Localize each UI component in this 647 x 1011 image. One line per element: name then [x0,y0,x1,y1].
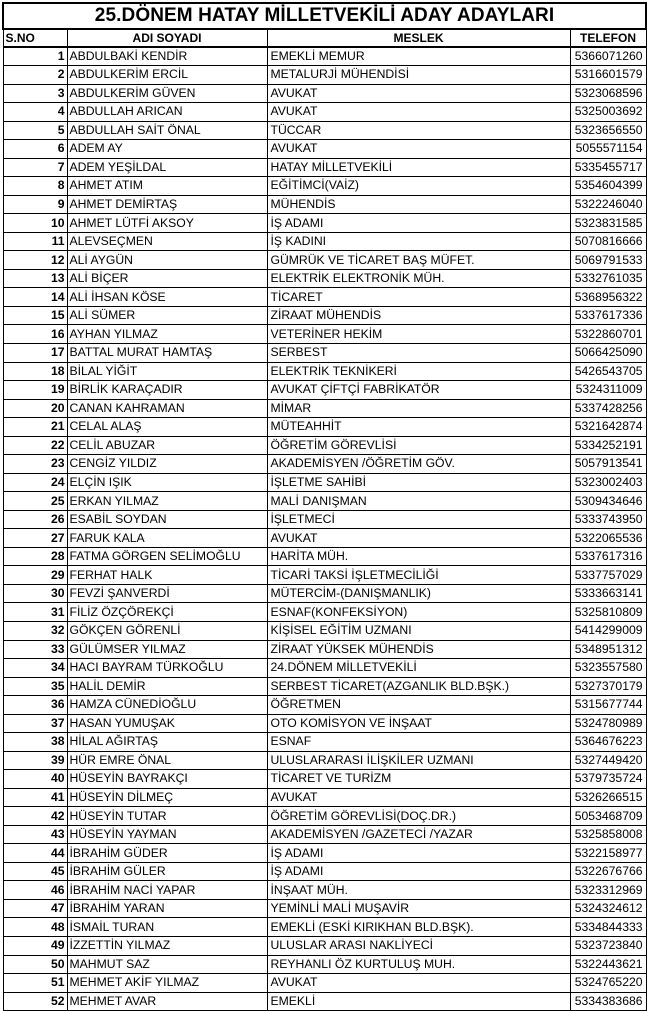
candidate-occupation: ELEKTRİK TEKNİKERİ [267,362,570,381]
row-number: 31 [3,603,67,622]
table-row [3,121,646,140]
candidate-phone: 5354604399 [570,177,646,196]
candidate-occupation: SERBEST TİCARET(AZGANLIK BLD.BŞK.) [267,677,570,696]
candidate-occupation: ULUSLARARASI İLİŞKİLER UZMANI [267,751,570,770]
candidate-phone: 5337428256 [570,399,646,418]
table-row [3,603,646,622]
table-row [3,640,646,659]
candidate-occupation: İŞLETMECİ [267,510,570,529]
candidate-name: AHMET DEMİRTAŞ [67,195,267,214]
candidate-phone: 5055571154 [570,140,646,159]
row-number: 16 [3,325,67,344]
candidate-phone: 5334383686 [570,992,646,1011]
table-row [3,140,646,159]
candidate-phone: 5325858008 [570,825,646,844]
candidate-name: HÜSEYİN DİLMEÇ [67,788,267,807]
table-row [3,214,646,233]
candidate-occupation: AKADEMİSYEN /GAZETECİ /YAZAR [267,825,570,844]
candidate-name: BİRLİK KARAÇADIR [67,381,267,400]
candidate-name: MAHMUT SAZ [67,955,267,974]
candidate-phone: 5337757029 [570,566,646,585]
candidate-phone: 5323656550 [570,121,646,140]
candidate-phone: 5366071260 [570,47,646,66]
table-row [3,344,646,363]
table-row [3,381,646,400]
table-row [3,158,646,177]
candidate-phone: 5332761035 [570,269,646,288]
row-number: 12 [3,251,67,270]
candidate-phone: 5325003692 [570,103,646,122]
table-row [3,807,646,826]
candidate-phone: 5309434646 [570,492,646,511]
table-row [3,473,646,492]
candidate-name: ABDULBAKİ KENDİR [67,47,267,66]
row-number: 19 [3,381,67,400]
candidate-occupation: İŞ ADAMI [267,844,570,863]
candidate-name: BİLAL YİĞİT [67,362,267,381]
candidate-phone: 5322065536 [570,529,646,548]
row-number: 39 [3,751,67,770]
candidate-occupation: GÜMRÜK VE TİCARET BAŞ MÜFET. [267,251,570,270]
row-number: 34 [3,659,67,678]
table-row [3,232,646,251]
candidate-name: GÖKÇEN GÖRENLİ [67,621,267,640]
row-number: 40 [3,770,67,789]
candidate-phone: 5334252191 [570,436,646,455]
candidate-phone: 5326266515 [570,788,646,807]
row-number: 8 [3,177,67,196]
candidate-occupation: MÜTERCİM-(DANIŞMANLIK) [267,584,570,603]
candidate-phone: 5337617336 [570,306,646,325]
row-number: 33 [3,640,67,659]
candidate-phone: 5323068596 [570,84,646,103]
candidate-name: ELÇİN IŞIK [67,473,267,492]
row-number: 4 [3,103,67,122]
row-number: 25 [3,492,67,511]
candidate-name: CANAN KAHRAMAN [67,399,267,418]
row-number: 51 [3,974,67,993]
candidate-name: ABDULLAH ARICAN [67,103,267,122]
row-number: 37 [3,714,67,733]
candidate-phone: 5426543705 [570,362,646,381]
table-row [3,862,646,881]
candidate-phone: 5337617316 [570,547,646,566]
table-row [3,418,646,437]
table-row [3,918,646,937]
candidate-name: İBRAHİM GÜLER [67,862,267,881]
row-number: 28 [3,547,67,566]
candidate-occupation: AVUKAT [267,84,570,103]
candidate-phone: 5323723840 [570,937,646,956]
candidate-phone: 5368956322 [570,288,646,307]
row-number: 26 [3,510,67,529]
row-number: 44 [3,844,67,863]
candidate-phone: 5322158977 [570,844,646,863]
table-row [3,825,646,844]
candidate-occupation: HATAY MİLLETVEKİLİ [267,158,570,177]
candidate-phone: 5327370179 [570,677,646,696]
column-header-name: ADI SOYADI [67,29,267,47]
row-number: 42 [3,807,67,826]
candidate-occupation: HARİTA MÜH. [267,547,570,566]
page-title: 25.DÖNEM HATAY MİLLETVEKİLİ ADAY ADAYLARI [3,3,646,29]
table-row [3,103,646,122]
candidate-occupation: MÜTEAHHİT [267,418,570,437]
candidate-name: ALİ AYGÜN [67,251,267,270]
row-number: 41 [3,788,67,807]
table-row [3,492,646,511]
candidate-phone: 5333663141 [570,584,646,603]
table-row [3,251,646,270]
candidate-name: ESABİL SOYDAN [67,510,267,529]
candidate-phone: 5322443621 [570,955,646,974]
row-number: 52 [3,992,67,1011]
candidate-table [2,2,647,1011]
table-body [3,47,646,1011]
row-number: 24 [3,473,67,492]
candidate-occupation: AKADEMİSYEN /ÖĞRETİM GÖV. [267,455,570,474]
row-number: 29 [3,566,67,585]
candidate-name: HASAN YUMUŞAK [67,714,267,733]
table-row [3,566,646,585]
table-row [3,455,646,474]
candidate-occupation: İŞ ADAMI [267,862,570,881]
candidate-occupation: AVUKAT [267,103,570,122]
candidate-occupation: TİCARET [267,288,570,307]
candidate-phone: 5324324612 [570,899,646,918]
candidate-name: CELİL ABUZAR [67,436,267,455]
candidate-name: HALİL DEMİR [67,677,267,696]
candidate-name: ADEM YEŞİLDAL [67,158,267,177]
candidate-name: HÜSEYİN YAYMAN [67,825,267,844]
row-number: 10 [3,214,67,233]
candidate-occupation: SERBEST [267,344,570,363]
candidate-name: ALİ BİÇER [67,269,267,288]
candidate-occupation: TÜCCAR [267,121,570,140]
candidate-name: İBRAHİM NACİ YAPAR [67,881,267,900]
candidate-name: CELAL ALAŞ [67,418,267,437]
table-row [3,510,646,529]
row-number: 21 [3,418,67,437]
candidate-name: FİLİZ ÖZÇÖREKÇİ [67,603,267,622]
table-row [3,529,646,548]
candidate-occupation: EMEKLİ (ESKİ KIRIKHAN BLD.BŞK). [267,918,570,937]
table-row [3,751,646,770]
candidate-phone: 5414299009 [570,621,646,640]
candidate-occupation: AVUKAT [267,529,570,548]
candidate-phone: 5379735724 [570,770,646,789]
candidate-name: BATTAL MURAT HAMTAŞ [67,344,267,363]
row-number: 47 [3,899,67,918]
row-number: 49 [3,937,67,956]
candidate-occupation: KİŞİSEL EĞİTİM UZMANI [267,621,570,640]
candidate-occupation: YEMİNLİ MALİ MUŞAVİR [267,899,570,918]
candidate-occupation: TİCARİ TAKSİ İŞLETMECİLİĞİ [267,566,570,585]
table-row [3,659,646,678]
row-number: 35 [3,677,67,696]
candidate-name: AYHAN YILMAZ [67,325,267,344]
candidate-name: İBRAHİM YARAN [67,899,267,918]
row-number: 5 [3,121,67,140]
table-row [3,399,646,418]
table-row [3,66,646,85]
candidate-phone: 5323312969 [570,881,646,900]
column-header-phone: TELEFON [570,29,646,47]
candidate-occupation: İŞ KADINI [267,232,570,251]
candidate-phone: 5066425090 [570,344,646,363]
candidate-name: İBRAHİM GÜDER [67,844,267,863]
candidate-name: ADEM AY [67,140,267,159]
column-header-row [3,29,646,47]
candidate-name: MEHMET AVAR [67,992,267,1011]
table-row [3,362,646,381]
candidate-occupation: ESNAF(KONFEKSİYON) [267,603,570,622]
candidate-name: HİLAL AĞIRTAŞ [67,733,267,752]
table-row [3,937,646,956]
candidate-occupation: EĞİTİMCİ(VAİZ) [267,177,570,196]
candidate-occupation: ZİRAAT MÜHENDİS [267,306,570,325]
table-row [3,733,646,752]
candidate-phone: 5069791533 [570,251,646,270]
candidate-occupation: MİMAR [267,399,570,418]
table-row [3,195,646,214]
candidate-phone: 5348951312 [570,640,646,659]
row-number: 17 [3,344,67,363]
candidate-phone: 5323831585 [570,214,646,233]
row-number: 36 [3,696,67,715]
candidate-name: HACI BAYRAM TÜRKOĞLU [67,659,267,678]
candidate-occupation: AVUKAT ÇİFTÇİ FABRİKATÖR [267,381,570,400]
table-row [3,177,646,196]
candidate-occupation: VETERİNER HEKİM [267,325,570,344]
candidate-phone: 5333743950 [570,510,646,529]
candidate-name: FEVZİ ŞANVERDİ [67,584,267,603]
row-number: 45 [3,862,67,881]
candidate-name: HAMZA CÜNEDİOĞLU [67,696,267,715]
candidate-occupation: MÜHENDİS [267,195,570,214]
candidate-phone: 5322246040 [570,195,646,214]
candidate-name: İSMAİL TURAN [67,918,267,937]
table-row [3,584,646,603]
row-number: 20 [3,399,67,418]
column-header-job: MESLEK [267,29,570,47]
candidate-occupation: ÖĞRETİM GÖREVLİSİ [267,436,570,455]
table-row [3,955,646,974]
row-number: 11 [3,232,67,251]
candidate-name: FARUK KALA [67,529,267,548]
candidate-occupation: 24.DÖNEM MİLLETVEKİLİ [267,659,570,678]
row-number: 15 [3,306,67,325]
candidate-phone: 5322676766 [570,862,646,881]
candidate-phone: 5315677744 [570,696,646,715]
candidate-name: HÜSEYİN BAYRAKÇI [67,770,267,789]
candidate-phone: 5325810809 [570,603,646,622]
table-row [3,547,646,566]
table-row [3,325,646,344]
candidate-name: CENGİZ YILDIZ [67,455,267,474]
table-row [3,306,646,325]
candidate-occupation: ÖĞRETMEN [267,696,570,715]
candidate-name: ALEVSEÇMEN [67,232,267,251]
row-number: 13 [3,269,67,288]
row-number: 3 [3,84,67,103]
candidate-phone: 5316601579 [570,66,646,85]
candidate-name: FERHAT HALK [67,566,267,585]
candidate-name: HÜSEYİN TUTAR [67,807,267,826]
table-row [3,269,646,288]
row-number: 43 [3,825,67,844]
candidate-list-sheet [2,2,645,1008]
table-row [3,696,646,715]
candidate-phone: 5324311009 [570,381,646,400]
candidate-occupation: AVUKAT [267,788,570,807]
row-number: 18 [3,362,67,381]
row-number: 38 [3,733,67,752]
table-row [3,992,646,1011]
candidate-phone: 5364676223 [570,733,646,752]
row-number: 30 [3,584,67,603]
candidate-occupation: REYHANLI ÖZ KURTULUŞ MUH. [267,955,570,974]
candidate-occupation: İŞLETME SAHİBİ [267,473,570,492]
table-row [3,47,646,66]
row-number: 1 [3,47,67,66]
candidate-occupation: ESNAF [267,733,570,752]
candidate-occupation: ÖĞRETİM GÖREVLİSİ(DOÇ.DR.) [267,807,570,826]
candidate-occupation: EMEKLİ [267,992,570,1011]
candidate-name: ALİ İHSAN KÖSE [67,288,267,307]
candidate-name: GÜLÜMSER YILMAZ [67,640,267,659]
candidate-occupation: ZİRAAT YÜKSEK MÜHENDİS [267,640,570,659]
candidate-occupation: ELEKTRİK ELEKTRONİK MÜH. [267,269,570,288]
row-number: 46 [3,881,67,900]
candidate-name: ERKAN YILMAZ [67,492,267,511]
candidate-phone: 5323557580 [570,659,646,678]
candidate-phone: 5334844333 [570,918,646,937]
candidate-phone: 5323002403 [570,473,646,492]
candidate-name: AHMET LÜTFİ AKSOY [67,214,267,233]
candidate-occupation: İŞ ADAMI [267,214,570,233]
table-row [3,844,646,863]
candidate-phone: 5322860701 [570,325,646,344]
table-row [3,677,646,696]
row-number: 14 [3,288,67,307]
candidate-name: ABDULLAH SAİT ÖNAL [67,121,267,140]
candidate-occupation: METALURJİ MÜHENDİSİ [267,66,570,85]
candidate-name: ALİ SÜMER [67,306,267,325]
candidate-name: FATMA GÖRGEN SELİMOĞLU [67,547,267,566]
candidate-occupation: AVUKAT [267,974,570,993]
candidate-phone: 5327449420 [570,751,646,770]
candidate-name: AHMET ATIM [67,177,267,196]
candidate-phone: 5321642874 [570,418,646,437]
row-number: 32 [3,621,67,640]
candidate-occupation: MALİ DANIŞMAN [267,492,570,511]
row-number: 9 [3,195,67,214]
row-number: 50 [3,955,67,974]
candidate-occupation: AVUKAT [267,140,570,159]
row-number: 27 [3,529,67,548]
table-row [3,899,646,918]
candidate-phone: 5324765220 [570,974,646,993]
table-row [3,714,646,733]
candidate-occupation: EMEKLİ MEMUR [267,47,570,66]
candidate-name: MEHMET AKİF YILMAZ [67,974,267,993]
table-row [3,770,646,789]
table-row [3,621,646,640]
candidate-name: ABDULKERİM GÜVEN [67,84,267,103]
row-number: 48 [3,918,67,937]
candidate-name: ABDULKERİM ERCİL [67,66,267,85]
table-row [3,881,646,900]
candidate-phone: 5057913541 [570,455,646,474]
row-number: 7 [3,158,67,177]
table-row [3,436,646,455]
table-row [3,974,646,993]
candidate-occupation: OTO KOMİSYON VE İNŞAAT [267,714,570,733]
candidate-phone: 5324780989 [570,714,646,733]
candidate-name: İZZETTİN YILMAZ [67,937,267,956]
candidate-phone: 5053468709 [570,807,646,826]
row-number: 2 [3,66,67,85]
candidate-phone: 5070816666 [570,232,646,251]
table-row [3,288,646,307]
candidate-occupation: ULUSLAR ARASI NAKLİYECİ [267,937,570,956]
column-header-sno: S.NO [3,29,67,47]
candidate-name: HÜR EMRE ÖNAL [67,751,267,770]
table-row [3,84,646,103]
table-row [3,788,646,807]
row-number: 6 [3,140,67,159]
row-number: 23 [3,455,67,474]
candidate-occupation: TİCARET VE TURİZM [267,770,570,789]
candidate-phone: 5335455717 [570,158,646,177]
row-number: 22 [3,436,67,455]
candidate-occupation: İNŞAAT MÜH. [267,881,570,900]
